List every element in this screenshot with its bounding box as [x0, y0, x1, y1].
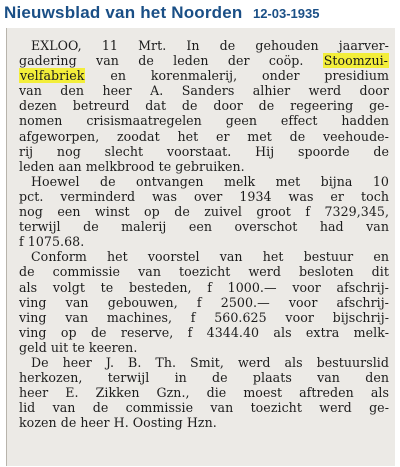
article-text-segment: van den heer A. Sanders alhier werd door — [19, 83, 389, 99]
search-highlight: velfabriek — [20, 68, 85, 84]
article-text-segment: rij nog slecht voorstaat. Hij spoorde de — [19, 143, 389, 159]
article-line — [19, 129, 389, 144]
article-line — [19, 189, 389, 204]
search-highlight: Stoomzui- — [323, 53, 388, 69]
newspaper-title: Nieuwsblad van het Noorden — [4, 3, 243, 22]
article-line — [19, 38, 389, 53]
article-text-segment: dezen betreurd dat de door de regeering ge- — [19, 98, 389, 114]
article-line — [19, 355, 389, 370]
article-text-segment: lid van de commissie van toezicht werd ge- — [19, 400, 389, 416]
article-line — [19, 310, 389, 325]
article-line — [19, 249, 389, 264]
article-text-segment: nog een winst op de zuivel groot f 7329,345, — [19, 204, 389, 220]
article-line — [19, 400, 389, 415]
article-text-segment: ving op de reserve, f 4344.40 als extra melk- — [19, 324, 389, 340]
clipping-header — [4, 3, 396, 27]
article-line — [19, 68, 389, 83]
article-line — [19, 159, 389, 174]
article-line — [19, 234, 389, 249]
article-text-segment: als volgt te besteden, f 1000.— voor afschrij- — [19, 279, 389, 295]
article-line — [19, 385, 389, 400]
article-text-segment: herkozen, terwijl in de plaats van den — [19, 370, 389, 386]
article-line — [19, 204, 389, 219]
article-line — [19, 219, 389, 234]
article-clipping — [6, 28, 395, 466]
article-text-segment: gadering van de leden der coöp. — [19, 53, 323, 69]
article-line — [19, 53, 389, 68]
article-line — [19, 83, 389, 98]
article-text-segment: f 1075.68. — [19, 234, 85, 250]
article-text-segment: geld uit te keeren. — [19, 339, 138, 355]
article-text-segment: en korenmalerij, onder presidium — [85, 68, 389, 84]
article-text-segment: ving van gebouwen, f 2500.— voor afschrij- — [19, 294, 389, 310]
article-text-segment: ving van machines, f 560.625 voor bijschrij- — [19, 309, 389, 325]
article-line — [19, 340, 389, 355]
article-line — [19, 415, 389, 430]
article-text-segment: kozen de heer H. Oosting Hzn. — [19, 415, 217, 431]
article-body — [19, 38, 389, 430]
article-text-segment: De heer J. B. Th. Smit, werd als bestuurslid — [31, 354, 389, 370]
article-line — [19, 144, 389, 159]
article-line — [19, 113, 389, 128]
article-line — [19, 295, 389, 310]
article-text-segment: heer E. Zikken Gzn., die moest aftreden als — [19, 385, 389, 401]
article-text-segment: leden aan melkbrood te gebruiken. — [19, 158, 245, 174]
article-text-segment: de commissie van toezicht werd besloten dit — [19, 264, 389, 280]
article-text-segment: Hoewel de ontvangen melk met bijna 10 — [31, 173, 389, 189]
article-text-segment: EXLOO, 11 Mrt. In de gehouden jaarver- — [31, 38, 389, 53]
article-line — [19, 174, 389, 189]
publication-date: 12-03-1935 — [252, 6, 320, 21]
article-line — [19, 264, 389, 279]
article-line — [19, 98, 389, 113]
article-line — [19, 325, 389, 340]
article-text-segment: Conform het voorstel van het bestuur en — [31, 249, 389, 265]
article-line — [19, 370, 389, 385]
article-text-segment: terwijl de malerij een overschot had van — [19, 219, 389, 235]
article-text-segment: afgeworpen, zoodat het er met de veehoude- — [19, 128, 389, 144]
article-text-segment: pct. verminderd was over 1934 was er toch — [19, 188, 389, 204]
article-text-segment: nomen crisismaatregelen geen effect hadden — [19, 113, 389, 129]
article-line — [19, 280, 389, 295]
